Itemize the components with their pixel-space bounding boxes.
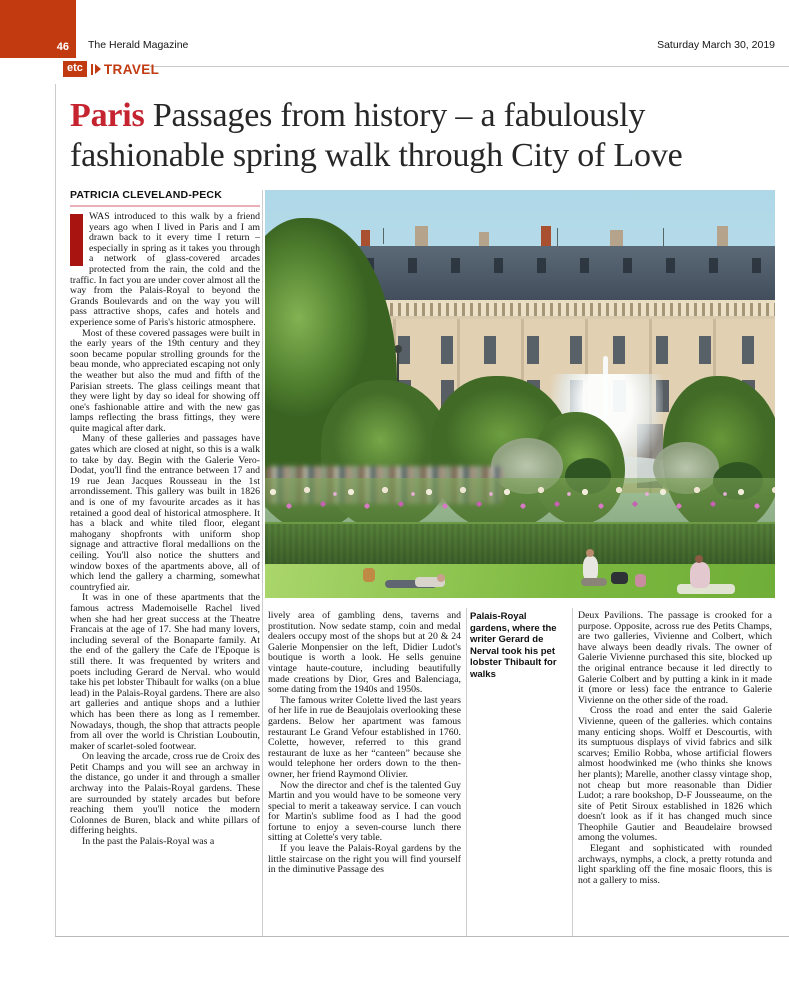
chevron-right-icon bbox=[90, 64, 101, 75]
page-corner-block bbox=[0, 0, 76, 58]
etc-badge: etc bbox=[63, 61, 87, 77]
paragraph: Most of these covered passages were built in the early years of the 19th century and they soon became popular strolling grounds for the beau monde, who appreciated escaping not only the weather but also the mud and fifth of the Parisian streets. The glass ceilings meant that they were light by day so ideal for showing off one's fashionable attire and with the new gas lamps reflecting the brass fittings, they were quite magical after dark. bbox=[70, 327, 260, 434]
paragraph-text: WAS introduced to this walk by a friend years ago when I lived in Paris and I am drawn back to it every time I return – especially in spring as it takes you through a network of glass-covered arcades protected from the rain, the cold and the traffic. In fact you are under cover almost all the way from the Palais-Royal to beyond the Grands Boulevards and on the way you will pass attractive shops, cafes and hotels and experience some of Paris's historic atmosphere. bbox=[70, 212, 260, 328]
column-2 bbox=[268, 611, 461, 933]
photo-antenna bbox=[663, 228, 664, 246]
section-title: TRAVEL bbox=[103, 61, 160, 77]
photo-person bbox=[581, 578, 607, 586]
header-rule bbox=[150, 66, 789, 67]
paragraph: Now the director and chef is the talented Guy Martin and you would have to be someone very special to merit a takeaway service. I can vouch for Martin's sublime food as I had the good fortune to enjoy a seven-course lunch there sitting at Colette's very table. bbox=[268, 779, 461, 844]
issue-date: Saturday March 30, 2019 bbox=[657, 39, 775, 51]
headline-text: Passages from history – a fabulously fashionable spring walk through City of Love bbox=[70, 97, 683, 174]
paragraph: On leaving the arcade, cross rue de Croix des Petit Champs and you will see an archway in the distance, go under it and through a smaller archway into the Palais-Royal gardens. These are surrounded by stately arcades but before reaching them you'll notice the modern Colonnes de Buren, black and white pillars of differing heights. bbox=[70, 751, 260, 837]
paragraph: Many of these galleries and passages have gates which are closed at night, so this is a walk to take by day. Begin with the Galerie Vero-Dodat, you'll find the entrance between 17 and 19 rue Jean Jacques Rousseau in the 1st arrondissement. This gallery was built in 1826 and is one of my favourite arcades as it has retained a good deal of historical atmosphere. It has a black and white tiled floor, elegant mahogany shopfronts with uniform shop signage and attractive floral medallions on the ceiling. You'll also notice the shutters and window boxes of the apartments above, all of which lend the gallery a charming, somewhat countryfied air. bbox=[70, 433, 260, 593]
article-left-rule bbox=[55, 84, 56, 936]
page-number: 46 bbox=[56, 41, 69, 53]
photo-person-head bbox=[437, 574, 445, 582]
paragraph: If you leave the Palais-Royal gardens by the little staircase on the right you will find yourself in the diminutive Passage des bbox=[268, 843, 461, 876]
article-photo bbox=[265, 190, 775, 598]
column-1 bbox=[70, 212, 260, 924]
photo-person bbox=[583, 556, 598, 580]
publication-name: The Herald Magazine bbox=[88, 39, 189, 51]
byline: PATRICIA CLEVELAND-PECK bbox=[70, 189, 260, 207]
section-label bbox=[63, 61, 159, 77]
photo-person bbox=[635, 574, 646, 587]
drop-cap bbox=[70, 214, 83, 266]
paragraph: lively area of gambling dens, taverns and prostitution. Now sedate stamp, coin and medal dealers occupy most of the shops but at 20 & 24 Galerie Monpensier on the left, Didier Ludot's boutique is worth a look. He sells genuine vintage haute-couture, including beautifully made creations by Dior, Gres and Balenciaga, some dating from the 1940s and 1950s. bbox=[268, 611, 461, 696]
photo-person bbox=[690, 562, 710, 588]
photo-person-head bbox=[586, 549, 594, 557]
photo-flowers bbox=[265, 480, 775, 524]
photo-bag bbox=[611, 572, 628, 584]
photo-chimney bbox=[415, 226, 428, 246]
paragraph bbox=[70, 212, 260, 329]
article-bottom-rule bbox=[55, 936, 789, 937]
column-divider bbox=[572, 608, 573, 936]
column-divider bbox=[262, 190, 263, 936]
photo-antenna bbox=[383, 228, 384, 244]
paragraph: Deux Pavilions. The passage is crooked for a purpose. Opposite, across rue des Petits Champs, are two galleries, Vivienne and Colbert, which have always been deadly rivals. The owner of Galerie Vivienne purchased this site, blocked up the original entrance because it led directly to Galerie Colbert and by putting a kink in it made it (more or less) face the entrance to Galerie Vivienne on the other side of the road. bbox=[578, 611, 772, 706]
photo-bag bbox=[363, 568, 375, 582]
photo-chimney bbox=[541, 226, 551, 246]
photo-antenna bbox=[557, 228, 558, 248]
photo-chimney bbox=[717, 226, 728, 246]
headline-highlight: Paris bbox=[70, 97, 145, 134]
paragraph: In the past the Palais-Royal was a bbox=[82, 836, 215, 848]
paragraph: It was in one of these apartments that the famous actress Mademoiselle Rachel lived when she had her great success at the Theatre Francais at the age of 17. She had many lovers, including several of the Bonaparte family. At the end of the gallery the Cafe de l'Epoque is still there. It was frequented by writers and poets including Gerard de Nerval. who would take his pet lobster Thibault for walks (on a blue lead) in the Palais-Royal gardens. There are also art galleries and antique shops and a luthier which has been there as long as I remember. Nowadays, though, the shop that attracts people from all over the world is Christian Louboutin, maker of scarlet-soled footwear. bbox=[70, 592, 260, 752]
paragraph: The famous writer Colette lived the last years of her life in rue de Beaujolais overlooking these gardens. Below her apartment was famous restaurant Le Grand Vefour established in 1760. Colette, however, referred to this grand restaurant de luxe as her “canteen” because she would telephone her orders down to the then-owner, her friend Raymond Olivier. bbox=[268, 694, 461, 780]
paragraph: Elegant and sophisticated with rounded archways, nymphs, a clock, a pretty rotunda and light sparkling off the fine mosaic floors, this is not a gallery to miss. bbox=[578, 843, 772, 886]
article-headline bbox=[70, 96, 776, 176]
paragraph: Cross the road and enter the said Galerie Vivienne, queen of the galleries. which contains many enticing shops. Wolff et Descourtis, with its sumptuous displays of vivid fabrics and silk scarves; Emilio Robba, whose artificial flowers almost hoodwinked me (who thinks she knows her plants); Marelle, another classy vintage shop, not cheap but more reasonable than Didier Ludot; a rare bookshop, D-F Jousseaume, on the site of Petit Siroux established in 1826 which doesn't look as if it has changed much since Theophile Gautier and Beaudelaire browsed among the volumes. bbox=[578, 705, 772, 844]
photo-caption: Palais-Royal gardens, where the writer Gerard de Nerval took his pet lobster Thibault for walks bbox=[470, 611, 557, 680]
column-3 bbox=[578, 611, 772, 933]
photo-person-head bbox=[695, 555, 703, 563]
column-divider bbox=[466, 608, 467, 936]
